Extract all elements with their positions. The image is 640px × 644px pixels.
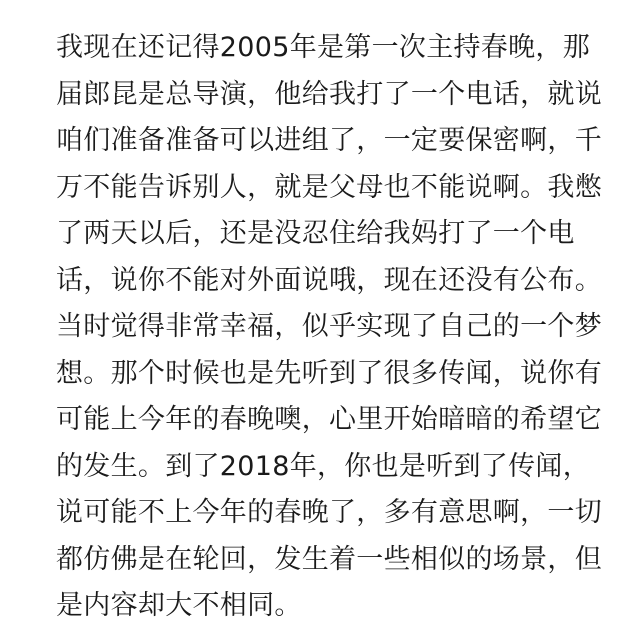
text-line: 的发生。到了2018年，你也是听到了传闻， — [56, 450, 591, 482]
text-line: 都仿佛是在轮回，发生着一些相似的场景，但 — [56, 543, 602, 575]
text-line: 了两天以后，还是没忍住给我妈打了一个电 — [56, 218, 575, 249]
article-text — [56, 25, 602, 630]
text-line: 我现在还记得2005年是第一次主持春晚，那 — [56, 32, 591, 63]
text-line: 是内容却大不相同。 — [56, 590, 302, 621]
text-line: 话，说你不能对外面说哦，现在还没有公布。 — [56, 264, 602, 296]
text-line: 万不能告诉别人，就是父母也不能说啊。我憋 — [56, 171, 602, 203]
text-line: 当时觉得非常幸福，似乎实现了自己的一个梦 — [56, 311, 602, 342]
text-line: 想。那个时候也是先听到了很多传闻，说你有 — [56, 357, 602, 389]
text-line: 可能上今年的春晚噢，心里开始暗暗的希望它 — [56, 404, 602, 435]
text-line: 咱们准备准备可以进组了，一定要保密啊，千 — [56, 125, 602, 156]
text-line: 届郎昆是总导演，他给我打了一个电话，就说 — [56, 78, 602, 110]
text-line: 说可能不上今年的春晚了，多有意思啊，一切 — [56, 497, 602, 528]
